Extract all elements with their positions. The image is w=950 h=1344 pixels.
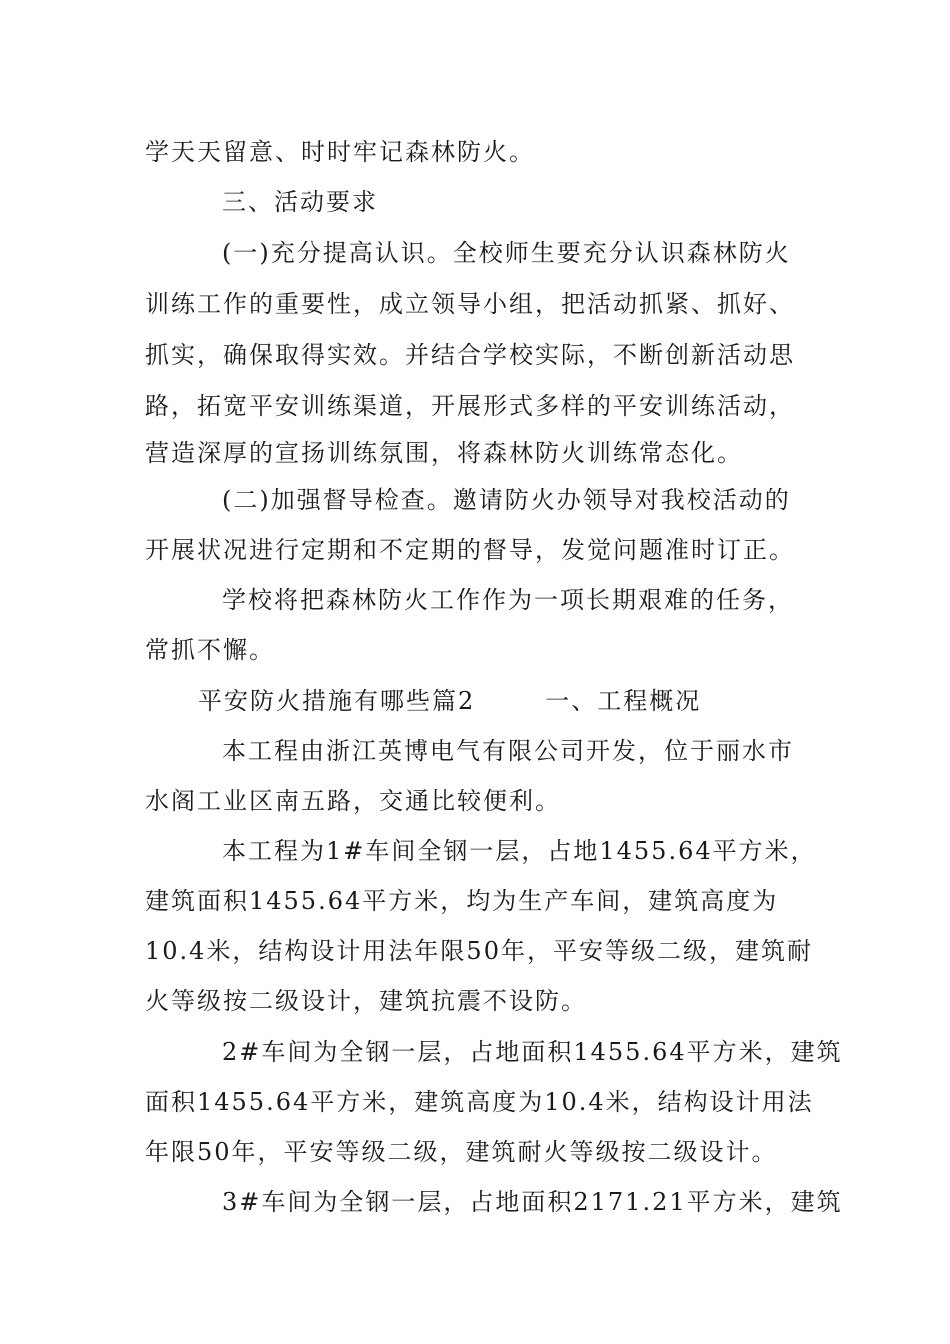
- text-line: 常抓不懈。: [145, 636, 275, 664]
- section-heading: 三、活动要求: [222, 188, 378, 216]
- text-line: 学校将把森林防火工作作为一项长期艰难的任务，: [222, 586, 794, 614]
- text-line: (二)加强督导检查。邀请防火办领导对我校活动的: [222, 486, 791, 514]
- text-line: 面积1455.64平方米，建筑高度为10.4米，结构设计用法: [145, 1088, 814, 1116]
- text-line: 本工程由浙江英博电气有限公司开发，位于丽水市: [222, 737, 794, 765]
- text-line: 训练工作的重要性，成立领导小组，把活动抓紧、抓好、: [145, 290, 795, 318]
- section-heading: 一、工程概况: [545, 687, 702, 715]
- text-line: 路，拓宽平安训练渠道，开展形式多样的平安训练活动，: [145, 392, 795, 420]
- text-line: 火等级按二级设计，建筑抗震不设防。: [145, 987, 587, 1015]
- text-line: (一)充分提高认识。全校师生要充分认识森林防火: [222, 239, 791, 267]
- text-line: 2#车间为全钢一层，占地面积1455.64平方米，建筑: [222, 1038, 843, 1066]
- text-line: 水阁工业区南五路，交通比较便利。: [145, 787, 561, 815]
- text-line: 开展状况进行定期和不定期的督导，发觉问题准时订正。: [145, 536, 795, 564]
- text-line: 建筑面积1455.64平方米，均为生产车间，建筑高度为: [145, 887, 779, 915]
- text-line: 年限50年，平安等级二级，建筑耐火等级按二级设计。: [145, 1138, 778, 1166]
- text-line: 10.4米，结构设计用法年限50年，平安等级二级，建筑耐: [145, 937, 813, 965]
- text-line: 3#车间为全钢一层，占地面积2171.21平方米，建筑: [222, 1188, 843, 1216]
- text-line: 营造深厚的宣扬训练氛围，将森林防火训练常态化。: [145, 439, 743, 467]
- text-line: 本工程为1#车间全钢一层，占地1455.64平方米，: [222, 837, 817, 865]
- article-title: 平安防火措施有哪些篇2: [198, 687, 476, 715]
- article-title-line: [198, 685, 701, 717]
- text-line: 学天天留意、时时牢记森林防火。: [145, 138, 535, 166]
- text-line: 抓实，确保取得实效。并结合学校实际，不断创新活动思: [145, 341, 795, 369]
